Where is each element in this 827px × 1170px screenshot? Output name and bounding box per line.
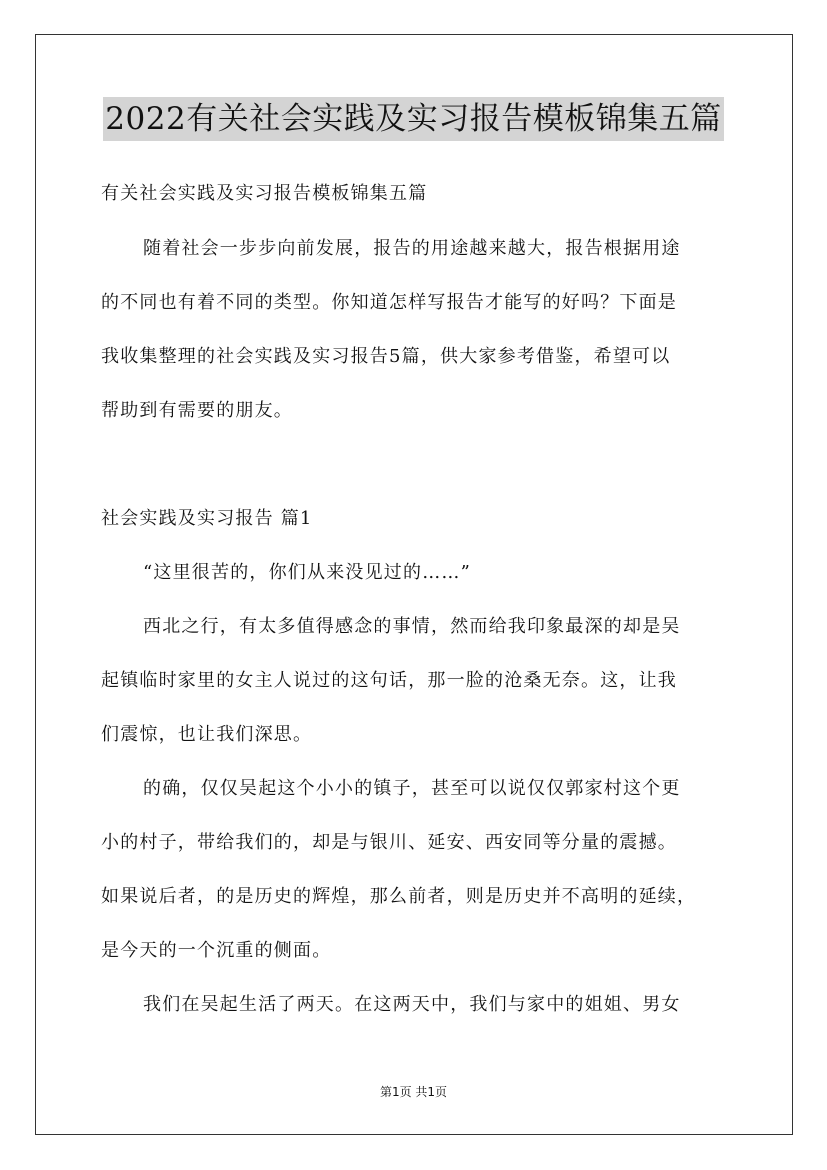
intro-line-1: 随着社会一步步向前发展，报告的用途越来越大，报告根据用途 <box>143 238 681 259</box>
para2-line-1: 的确，仅仅吴起这个小小的镇子，甚至可以说仅仅郭家村这个更 <box>143 778 681 799</box>
document-title: 2022有关社会实践及实习报告模板锦集五篇 <box>103 97 723 141</box>
para2-line-2: 小的村子，带给我们的，却是与银川、延安、西安同等分量的震撼。 <box>101 832 677 853</box>
para1-line-3: 们震惊，也让我们深思。 <box>101 724 313 745</box>
intro-line-3: 我收集整理的社会实践及实习报告5篇，供大家参考借鉴，希望可以 <box>101 346 671 367</box>
para2-line-4: 是今天的一个沉重的侧面。 <box>101 940 332 961</box>
page-footer: 第1页 共1页 <box>379 1085 448 1099</box>
intro-line-2: 的不同也有着不同的类型。你知道怎样写报告才能写的好吗？下面是 <box>101 292 677 313</box>
quote-line: “这里很苦的，你们从来没见过的……” <box>143 562 472 583</box>
para3-line-1: 我们在吴起生活了两天。在这两天中，我们与家中的姐姐、男女 <box>143 994 681 1015</box>
intro-line-4: 帮助到有需要的朋友。 <box>101 400 293 421</box>
para1-line-1: 西北之行，有太多值得感念的事情，然而给我印象最深的却是吴 <box>143 616 681 637</box>
para2-line-3: 如果说后者，的是历史的辉煌，那么前者，则是历史并不高明的延续， <box>101 886 697 907</box>
para1-line-2: 起镇临时家里的女主人说过的这句话，那一脸的沧桑无奈。这，让我 <box>101 670 677 691</box>
title-container <box>0 97 827 141</box>
document-subtitle: 有关社会实践及实习报告模板锦集五篇 <box>101 183 428 204</box>
section-heading: 社会实践及实习报告 篇1 <box>101 508 313 529</box>
